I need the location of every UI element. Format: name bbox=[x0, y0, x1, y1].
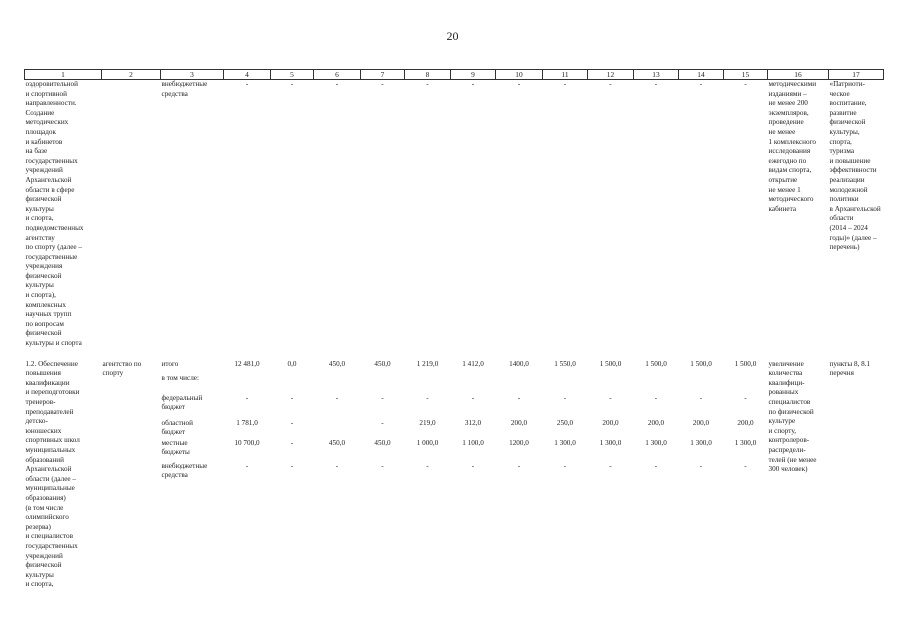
col-header: 13 bbox=[634, 70, 679, 80]
value-cell: - bbox=[290, 80, 294, 88]
value-cell: - bbox=[381, 461, 384, 470]
col-header: 3 bbox=[161, 70, 224, 80]
funding-source: местные бюджеты bbox=[161, 438, 190, 457]
value-cell: - bbox=[699, 461, 703, 470]
value-column bbox=[405, 360, 451, 590]
value-cell: 0,0 bbox=[287, 359, 297, 368]
value-cell: 1 500,0 bbox=[690, 359, 712, 368]
funding-source: внебюджетные средства bbox=[161, 80, 208, 98]
value-cell: 1 100,0 bbox=[462, 438, 484, 447]
value-column bbox=[588, 360, 634, 590]
col-header: 10 bbox=[496, 70, 543, 80]
value-cell bbox=[225, 374, 270, 394]
program-table bbox=[24, 69, 884, 590]
value-cell bbox=[589, 374, 633, 394]
value-column bbox=[314, 360, 361, 590]
value-cell: - bbox=[471, 393, 475, 402]
col-header: 5 bbox=[271, 70, 314, 80]
value-cell: 1 000,0 bbox=[416, 438, 439, 447]
value-cell: 450,0 bbox=[374, 438, 391, 447]
activity-description: 1.2. Обеспечение повышения квалификации и переподготовки тренеров- преподавателей детско- юношеских спортивных школ муниципальных образований Архангельской области (далее – муниципальные образования) (в том числе олимпийского резерва) и специалистов государственных учреждений физической культуры и спорта, bbox=[25, 359, 80, 589]
value-cell: - bbox=[381, 393, 384, 402]
value-cell: - bbox=[563, 393, 567, 402]
value-cell: - bbox=[290, 461, 294, 470]
value-cell: 200,0 bbox=[737, 418, 754, 427]
value-cell: 1 300,0 bbox=[645, 438, 667, 447]
value-cell: 10 700,0 bbox=[234, 438, 260, 447]
value-cell bbox=[452, 374, 495, 394]
value-cell: - bbox=[471, 461, 475, 470]
value-column bbox=[679, 360, 724, 590]
col-header: 8 bbox=[405, 70, 451, 80]
expected-results: методическими изданиями – не менее 200 экземпляров, проведение не менее 1 комплексного исследования ежегодно по видам спорта, открытие не менее 1 методического кабинета bbox=[768, 80, 817, 213]
value-cell: 1 500,0 bbox=[645, 359, 667, 368]
value-cell: 200,0 bbox=[602, 418, 619, 427]
value-cell: - bbox=[517, 393, 521, 402]
value-cell: - bbox=[245, 393, 249, 402]
value-cell: - bbox=[290, 393, 294, 402]
value-cell: - bbox=[290, 418, 294, 427]
value-column bbox=[543, 360, 588, 590]
value-cell: - bbox=[381, 418, 384, 427]
value-cell: - bbox=[335, 393, 339, 402]
value-cell: 250,0 bbox=[556, 418, 574, 427]
value-cell: 1 781,0 bbox=[236, 418, 258, 427]
value-cell: - bbox=[426, 461, 429, 470]
value-cell: 200,0 bbox=[647, 418, 665, 427]
value-cell: 1 219,0 bbox=[416, 359, 439, 368]
value-cell: - bbox=[654, 393, 658, 402]
value-cell: 200,0 bbox=[692, 418, 710, 427]
link-to-list: «Патриоти- ческое воспитание, развитие физической культуры, спорта, туризма и повышение эффективности реализации молодежной политики в Архангельской области (2014 – 2024 годы)» (далее – перечень) bbox=[829, 80, 881, 252]
value-cell: 1 500,0 bbox=[599, 359, 622, 368]
value-cell bbox=[544, 374, 587, 394]
col-header: 2 bbox=[102, 70, 161, 80]
value-cell bbox=[725, 374, 767, 394]
table-row-1-1-continued bbox=[25, 80, 884, 349]
responsible-executor: агентство по спорту bbox=[102, 359, 142, 378]
value-cell: - bbox=[426, 393, 429, 402]
value-cell: - bbox=[744, 393, 747, 402]
funding-source: областной бюджет bbox=[161, 418, 193, 437]
value-cell: - bbox=[654, 80, 658, 88]
value-cell: - bbox=[290, 438, 294, 447]
value-cell: 1 500,0 bbox=[734, 359, 757, 368]
value-cell bbox=[680, 374, 723, 394]
value-column bbox=[634, 360, 679, 590]
value-column bbox=[724, 360, 768, 590]
value-cell: 12 481,0 bbox=[234, 359, 260, 368]
value-cell: - bbox=[744, 461, 747, 470]
value-cell: - bbox=[517, 80, 521, 88]
value-cell: - bbox=[245, 461, 249, 470]
value-cell: 450,0 bbox=[328, 359, 346, 368]
value-cell: - bbox=[563, 461, 567, 470]
link-to-list: пункты 8, 8.1 перечня bbox=[829, 359, 871, 378]
funding-source: внебюджетные средства bbox=[161, 461, 208, 480]
expected-results: увеличение количества квалифици- рованных специалистов по физической культуре и спорту, контролеров- распредели- телей (не менее 300 человек) bbox=[768, 359, 817, 474]
activity-description: оздоровительной и спортивной направленности. Создание методических площадок и кабинетов на базе государственных учреждений Архангельской области в сфере физической культуры и спорта, подведомственных агентству по спорту (далее – государственные учреждения физической культуры и спорта), комплексных научных трупп по вопросам физической культуры и спорта bbox=[25, 80, 84, 348]
value-cell: 1 300,0 bbox=[690, 438, 712, 447]
value-cell: - bbox=[245, 80, 249, 88]
value-cell bbox=[315, 374, 360, 394]
value-cell: - bbox=[335, 461, 339, 470]
col-header: 1 bbox=[25, 70, 102, 80]
col-header: 4 bbox=[224, 70, 271, 80]
value-cell: 1 300,0 bbox=[554, 438, 576, 447]
value-cell: - bbox=[471, 80, 475, 88]
table-row-1-2 bbox=[25, 360, 884, 590]
value-cell: 1 550,0 bbox=[554, 359, 576, 368]
value-cell: - bbox=[744, 80, 747, 88]
value-cell: - bbox=[609, 461, 612, 470]
page-number: 20 bbox=[446, 29, 459, 43]
value-cell: - bbox=[609, 393, 612, 402]
value-cell: 200,0 bbox=[510, 418, 528, 427]
column-number-row bbox=[25, 70, 884, 80]
value-cell: 219,0 bbox=[419, 418, 436, 427]
value-column bbox=[451, 360, 496, 590]
value-cell: 1 412,0 bbox=[462, 359, 484, 368]
col-header: 14 bbox=[679, 70, 724, 80]
col-header: 9 bbox=[451, 70, 496, 80]
value-column bbox=[361, 360, 405, 590]
value-cell bbox=[497, 374, 542, 394]
funding-source: в том числе: bbox=[161, 373, 199, 382]
funding-source: федеральный бюджет bbox=[161, 393, 203, 412]
value-cell: - bbox=[381, 80, 384, 88]
value-cell: - bbox=[699, 80, 703, 88]
value-cell: - bbox=[426, 80, 429, 88]
col-header: 7 bbox=[361, 70, 405, 80]
value-column bbox=[271, 360, 314, 590]
col-header: 16 bbox=[768, 70, 829, 80]
value-cell: 1 300,0 bbox=[734, 438, 757, 447]
value-column bbox=[496, 360, 543, 590]
funding-source: итого bbox=[161, 359, 179, 368]
value-cell: 312,0 bbox=[464, 418, 482, 427]
col-header: 17 bbox=[829, 70, 884, 80]
value-cell: - bbox=[654, 461, 658, 470]
value-cell bbox=[406, 374, 450, 394]
value-cell bbox=[362, 374, 404, 394]
value-cell: - bbox=[335, 80, 339, 88]
col-header: 11 bbox=[543, 70, 588, 80]
value-cell: - bbox=[517, 461, 521, 470]
value-cell: 1 300,0 bbox=[599, 438, 622, 447]
value-cell: - bbox=[699, 393, 703, 402]
value-cell: 450,0 bbox=[328, 438, 346, 447]
value-cell bbox=[272, 374, 313, 394]
col-header: 15 bbox=[724, 70, 768, 80]
value-cell: - bbox=[609, 80, 612, 88]
value-cell bbox=[635, 374, 678, 394]
responsible-executor bbox=[102, 80, 161, 349]
value-cell: - bbox=[563, 80, 567, 88]
value-column bbox=[224, 360, 271, 590]
value-cell: 450,0 bbox=[374, 359, 391, 368]
funding-source-list bbox=[161, 360, 224, 590]
value-cell bbox=[315, 419, 360, 439]
value-cell: 1200,0 bbox=[509, 438, 529, 447]
value-cell: 1400,0 bbox=[509, 359, 529, 368]
col-header: 6 bbox=[314, 70, 361, 80]
col-header: 12 bbox=[588, 70, 634, 80]
